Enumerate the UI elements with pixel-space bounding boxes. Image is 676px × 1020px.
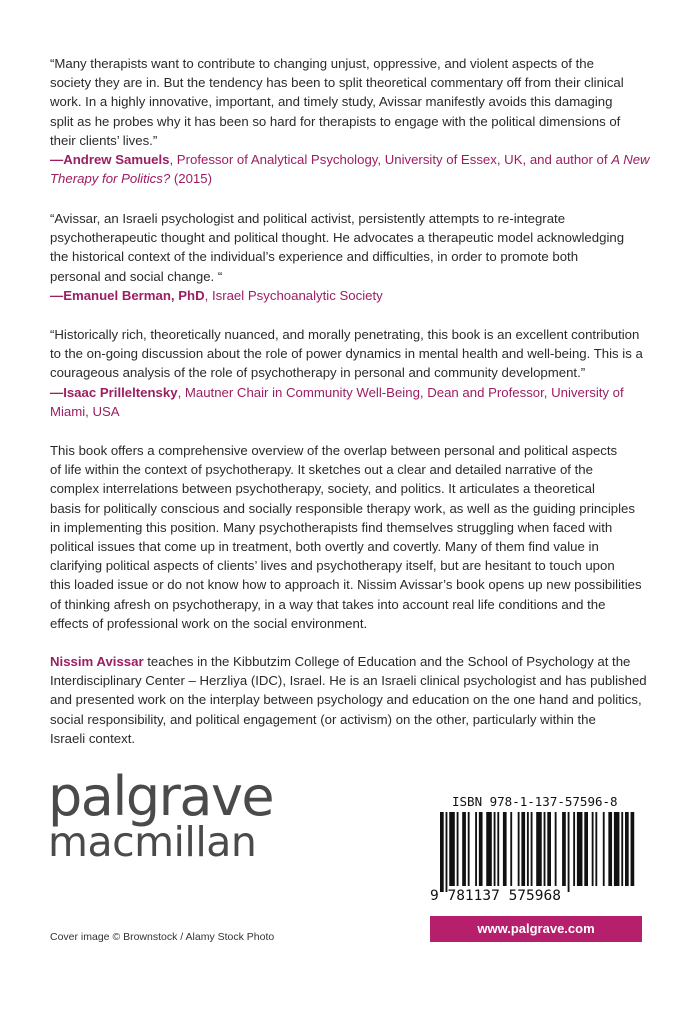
description-line: this loaded issue or do not know how to approach it. Nissim Avissar’s book opens up new possibilities [50, 577, 642, 593]
quote-attribution [50, 286, 650, 305]
barcode-bar [547, 812, 551, 886]
book-year: (2015) [170, 171, 212, 187]
quote-attribution [50, 150, 650, 169]
description-line: complex interrelations between psychotherapy, society, and politics. It articulates a theoretical [50, 481, 595, 497]
endorsement-quote-berman [50, 209, 650, 305]
bio-line: social responsibility, and political engagement (or activism) on the other, particularly within the [50, 711, 596, 727]
barcode-bar [468, 812, 470, 886]
quote-affiliation: , Professor of Analytical Psychology, University of Essex, UK, and author of [169, 152, 612, 168]
quote-line: “Avissar, an Israeli psychologist and political activist, persistently attempts to re-integrate [50, 211, 566, 226]
description-line: political issues that come up in treatment, both overtly and covertly. Many of them find value in [50, 539, 599, 555]
barcode-bar [510, 812, 512, 886]
barcode-bar [497, 812, 499, 886]
quote-line: their clients’ lives.” [50, 132, 158, 148]
quote-attribution-cont [50, 169, 650, 188]
quote-affiliation: , Israel Psychoanalytic Society [204, 287, 383, 303]
description-line: effects of professional work on the social environment. [50, 615, 368, 631]
barcode-bar [521, 812, 525, 886]
bio-line [50, 652, 655, 671]
isbn-barcode [430, 790, 642, 911]
barcode-bar [625, 812, 629, 886]
quote-line: split as he probes why it has been so hard for therapists to engage with the political dimensions of [50, 113, 621, 129]
bio-line: Interdisciplinary Center – Herzliya (IDC), Israel. He is an Israeli clinical psychologist and has published [50, 673, 647, 689]
website-url[interactable]: www.palgrave.com [430, 916, 642, 942]
quote-line: society they are in. But the tendency has been to split theoretical commentary off from their clinical [50, 75, 624, 91]
barcode-bar [592, 812, 594, 886]
isbn-label: ISBN 978-1-137-57596-8 [452, 794, 618, 809]
barcode-bar [503, 812, 507, 886]
quote-line: “Historically rich, theoretically nuanced, and morally penetrating, this book is an excellent contribution [50, 327, 640, 342]
barcode-bar [555, 812, 557, 886]
endorsement-quote-samuels [50, 54, 650, 188]
barcode-bar [479, 812, 483, 886]
barcode-digits: 9 781137 575968 [430, 888, 561, 904]
book-title: A New [611, 152, 650, 168]
quote-line: the historical context of the individual’s experience and difficulties, in order to promote both [50, 249, 579, 265]
barcode-bars [438, 812, 638, 892]
quote-attribution-cont: Miami, USA [50, 403, 120, 419]
description-line: clarifying political aspects of clients’ lives and psychotherapy itself, but are hesitant to touch upon [50, 558, 615, 574]
barcode-bar [531, 812, 533, 886]
quote-line: personal and social change. “ [50, 268, 223, 284]
barcode-bar [603, 812, 605, 886]
quote-line: to the on-going discussion about the role of power dynamics in mental health and well-being. This is a [50, 346, 643, 362]
cover-image-credit: Cover image © Brownstock / Alamy Stock Photo [50, 931, 275, 943]
barcode-bar [494, 812, 496, 886]
author-bio [50, 652, 655, 748]
quote-author: —Emanuel Berman, PhD [50, 287, 205, 303]
description-line: of life within the context of psychotherapy. It sketches out a clear and detailed narrative of the [50, 462, 593, 478]
logo-macmillan: macmillan [48, 818, 257, 866]
barcode-bar [584, 812, 588, 886]
bio-line: Israeli context. [50, 730, 136, 746]
barcode-bar [573, 812, 575, 886]
quote-line: “Many therapists want to contribute to changing unjust, oppressive, and violent aspects of the [50, 56, 594, 71]
barcode-bar [544, 812, 546, 886]
barcode-bar [446, 812, 448, 892]
quote-author: —Isaac Prilleltensky [50, 384, 178, 400]
book-description [50, 441, 648, 633]
quote-line: psychotherapeutic thought and political thought. He advocates a therapeutic model acknowledging [50, 230, 625, 246]
barcode-bar [631, 812, 635, 886]
description-line: This book offers a comprehensive overview of the overlap between personal and political aspects [50, 443, 618, 458]
barcode-bar [462, 812, 466, 886]
barcode-bar [440, 812, 444, 892]
palgrave-macmillan-logo [48, 765, 274, 866]
quote-line: courageous analysis of the role of psychotherapy in personal and community development.” [50, 365, 586, 381]
bio-text: teaches in the Kibbutzim College of Education and the School of Psychology at the [143, 654, 631, 669]
author-name: Nissim Avissar [50, 654, 144, 669]
barcode-bar [608, 812, 612, 886]
barcode-bar [518, 812, 520, 886]
description-line: basis for politically conscious and socially responsible therapy work, as well as the guiding principles [50, 500, 635, 516]
barcode-bar [614, 812, 620, 886]
barcode-bar [449, 812, 455, 886]
description-line: of thinking afresh on psychotherapy, in a way that takes into account real life conditions and the [50, 596, 606, 612]
barcode-bar [562, 812, 566, 886]
book-title: Therapy for Politics? [50, 171, 171, 187]
logo-palgrave: palgrave [48, 765, 274, 828]
barcode-bar [457, 812, 459, 886]
endorsement-quote-prilleltensky [50, 325, 650, 421]
barcode-bar [527, 812, 529, 886]
quote-affiliation: , Mautner Chair in Community Well-Being, Dean and Professor, University of [177, 384, 624, 400]
barcode-bar [577, 812, 583, 886]
quote-line: work. In a highly innovative, important, and timely study, Avissar manifestly avoids this damaging [50, 94, 613, 110]
barcode-bar [486, 812, 492, 886]
barcode-bar [621, 812, 623, 886]
barcode-bar [536, 812, 542, 886]
bio-line: and presented work on the interplay between psychology and education on the one hand and politics, [50, 692, 642, 708]
barcode-bar [568, 812, 570, 892]
description-line: in implementing this position. Many psychotherapists find themselves struggling when faced with [50, 519, 613, 535]
barcode-bar [595, 812, 597, 886]
quote-attribution [50, 383, 650, 402]
barcode-bar [475, 812, 477, 886]
quote-author: —Andrew Samuels [50, 152, 170, 168]
